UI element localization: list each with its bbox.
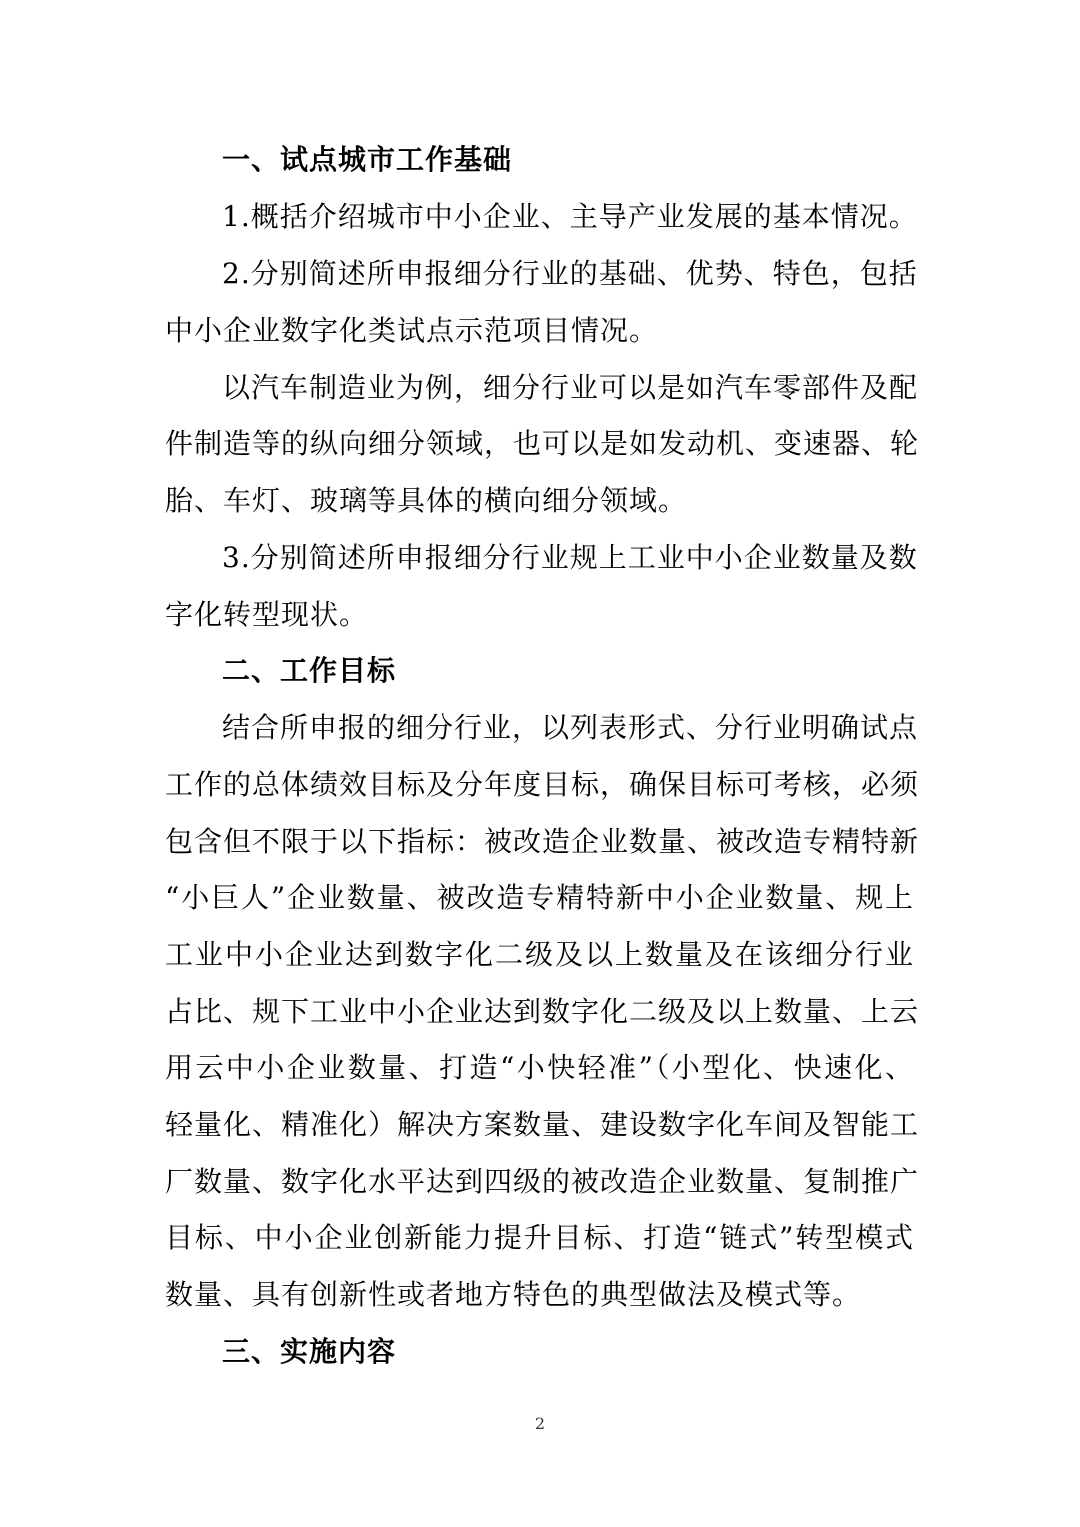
paragraph-line: 件制造等的纵向细分领域，也可以是如发动机、变速器、轮 (165, 427, 920, 460)
paragraph-line: 占比、规下工业中小企业达到数字化二级及以上数量、上云 (165, 995, 920, 1028)
paragraph-line: 轻量化、精准化）解决方案数量、建设数字化车间及智能工 (165, 1108, 920, 1141)
paragraph-line: 1.概括介绍城市中小企业、主导产业发展的基本情况。 (222, 200, 918, 233)
paragraph-line: 胎、车灯、玻璃等具体的横向细分领域。 (165, 484, 688, 517)
paragraph-line: 字化转型现状。 (165, 598, 369, 631)
section-heading-2: 二、工作目标 (222, 654, 397, 687)
paragraph-line: 目标、中小企业创新能力提升目标、打造“链式”转型模式 (165, 1221, 914, 1254)
paragraph-line: 厂数量、数字化水平达到四级的被改造企业数量、复制推广 (165, 1165, 920, 1198)
paragraph-line: 以汽车制造业为例，细分行业可以是如汽车零部件及配 (222, 371, 919, 404)
paragraph-line: 2.分别简述所申报细分行业的基础、优势、特色，包括 (222, 257, 918, 290)
paragraph-line: 包含但不限于以下指标：被改造企业数量、被改造专精特新 (165, 825, 920, 858)
paragraph-line: 结合所申报的细分行业，以列表形式、分行业明确试点 (222, 711, 919, 744)
paragraph-line: 中小企业数字化类试点示范项目情况。 (165, 314, 659, 347)
section-heading-3: 三、实施内容 (222, 1335, 397, 1368)
paragraph-line: 数量、具有创新性或者地方特色的典型做法及模式等。 (165, 1278, 862, 1311)
section-heading-1: 一、试点城市工作基础 (222, 143, 513, 176)
paragraph-line: 工业中小企业达到数字化二级及以上数量及在该细分行业 (165, 938, 914, 971)
paragraph-line: 用云中小企业数量、打造“小快轻准”（小型化、快速化、 (165, 1051, 914, 1084)
page-number: 2 (534, 1414, 546, 1433)
paragraph-line: 工作的总体绩效目标及分年度目标，确保目标可考核，必须 (165, 768, 920, 801)
paragraph-line: “小巨人”企业数量、被改造专精特新中小企业数量、规上 (165, 881, 914, 914)
paragraph-line: 3.分别简述所申报细分行业规上工业中小企业数量及数 (222, 541, 918, 574)
